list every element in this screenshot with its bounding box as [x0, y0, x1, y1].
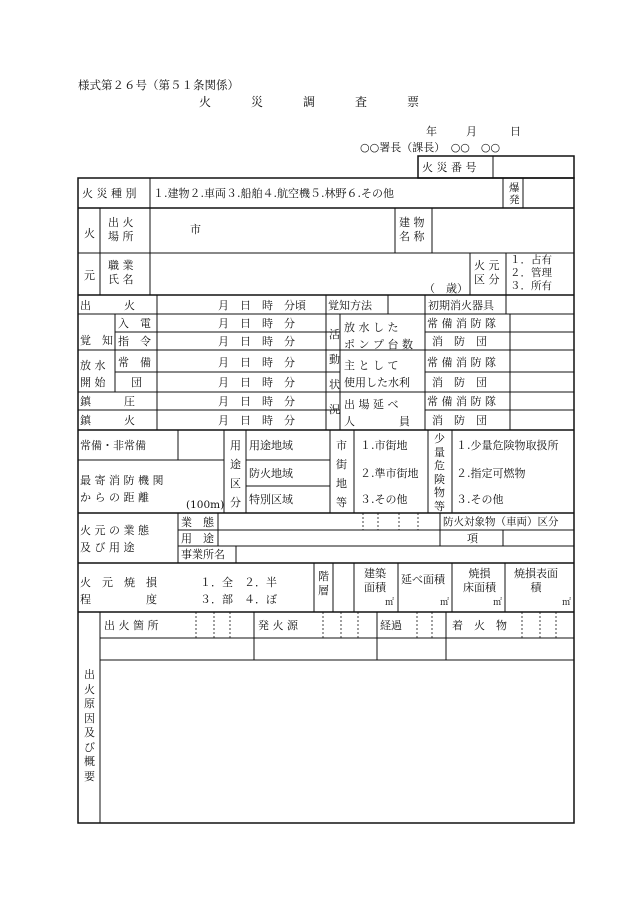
fire-type-options[interactable]: １.建物２.車両３.船舶４.航空機５.林野６.その他	[153, 187, 394, 200]
damage-options[interactable]: １．全 ２．半 ３．部 ４．ぼ	[200, 576, 277, 606]
youto-kubun-label: 用 途 区 分	[230, 439, 241, 509]
yoto-label: 用 途	[181, 532, 214, 545]
time-label: 出 火	[80, 299, 135, 312]
fire-place-point-label: 出 火 箇 所	[104, 619, 159, 632]
activity-label: 活 動 状 況	[329, 328, 340, 416]
target-class-label: 防火対象物（車両）区分	[443, 516, 559, 528]
time-value[interactable]: 月 日 時 分	[218, 335, 295, 348]
age-label: （ 歳）	[424, 282, 468, 295]
explosion-label: 爆発	[509, 182, 520, 206]
jobi-label: 常備・非常備	[80, 439, 146, 452]
unit-label: 常 備 消 防 隊	[427, 395, 496, 408]
origin-class-opt[interactable]: １．占有	[510, 254, 552, 266]
form-number: 様式第２６号（第５１条関係）	[78, 78, 239, 92]
small-hazard-option[interactable]: １.少量危険物取扱所	[456, 439, 559, 452]
gyotai-label: 業 態	[181, 516, 214, 529]
time-label: 鎮 火	[80, 414, 135, 427]
fire-number-field[interactable]	[494, 157, 573, 177]
kakuchi-label: 覚 知	[80, 334, 113, 347]
unit-label: 消 防 団	[432, 376, 487, 389]
housui-label: 放 水 開 始	[80, 359, 106, 389]
damage-degree-label: 火 元 焼 損 程 度	[80, 576, 157, 606]
burn-floor-label: 焼損 床面積	[463, 567, 496, 594]
m2-unit: ㎡	[440, 598, 450, 608]
building-name-label: 建 物 名 称	[399, 216, 425, 243]
burn-surface-label: 焼損表面 積	[514, 567, 558, 594]
time-label: 常 備	[118, 356, 151, 369]
fire-type-label: 火 災 種 別	[82, 187, 137, 200]
date-year: 年	[426, 125, 437, 138]
time-label: 指 令	[118, 335, 151, 348]
fire-number-label: 火 災 番 号	[422, 161, 477, 174]
activity-item: 主 と し て 使用した水利	[344, 359, 410, 389]
city-area-option[interactable]: ３.その他	[360, 493, 408, 506]
small-hazard-option[interactable]: ３.その他	[456, 493, 504, 506]
time-value[interactable]: 月 日 時 分	[218, 376, 295, 389]
unit-label: 消 防 団	[432, 335, 487, 348]
business-usage-label: 火 元 の 業 態 及 び 用 途	[80, 524, 149, 554]
occupation-name-label: 職 業 氏 名	[108, 259, 134, 286]
office-name-label: 事業所名	[181, 548, 225, 561]
origin-class-opt[interactable]: ３．所有	[510, 280, 552, 292]
unit-label: 常 備 消 防 隊	[427, 317, 496, 330]
small-hazard-label: 少 量 危 険 物 等	[434, 432, 445, 513]
city-label: 市	[190, 223, 201, 236]
title-char: 災	[251, 95, 264, 109]
unit-label: 消 防 団	[432, 414, 487, 427]
time-value[interactable]: 月 日 時 分頃	[218, 299, 306, 312]
floor-label: 階 層	[318, 570, 329, 597]
building-area-label: 建築 面積	[364, 567, 386, 594]
initial-extinguisher-label: 初期消火器具	[428, 299, 494, 312]
title-char: 調	[303, 95, 316, 109]
youto-option[interactable]: 防火地域	[249, 467, 293, 480]
fire-place-label: 出 火 場 所	[108, 216, 134, 243]
time-label: 入 電	[118, 317, 151, 330]
title-char: 票	[407, 95, 420, 109]
kou-label: 項	[467, 532, 478, 545]
city-area-option[interactable]: ２.準市街地	[360, 467, 419, 480]
origin-class-opt[interactable]: ２．管理	[510, 267, 552, 279]
m2-unit: ㎡	[385, 598, 395, 608]
origin-hi-label: 火	[84, 227, 95, 240]
origin-class-label: 火 元 区 分	[474, 259, 500, 286]
city-area-label: 市 街 地 等	[336, 439, 347, 509]
unit-label: 常 備 消 防 隊	[427, 356, 496, 369]
m2-unit: ㎡	[493, 598, 503, 608]
total-area-label: 延べ面積	[401, 573, 445, 586]
date-day: 日	[510, 125, 521, 138]
ignited-material-label: 着 火 物	[452, 619, 507, 632]
distance-label: 最 寄 消 防 機 関 か ら の 距 離	[80, 474, 164, 504]
activity-item: 出 場 延 べ 人 員	[344, 398, 410, 428]
distance-unit: (100m)	[186, 499, 225, 511]
activity-item: 放 水 し た ポ ン プ 台 数	[344, 321, 413, 351]
youto-option[interactable]: 特別区域	[249, 493, 293, 506]
process-label: 経過	[380, 619, 402, 632]
time-label: 団	[131, 376, 142, 389]
title-char: 査	[355, 95, 368, 109]
addressee: ○○署長（課長） ○○ ○○	[360, 141, 501, 154]
time-value[interactable]: 月 日 時 分	[218, 356, 295, 369]
detect-method-label: 覚知方法	[328, 299, 372, 312]
cause-label: 出 火 原 因 及 び 概 要	[84, 668, 95, 783]
city-area-option[interactable]: １.市街地	[360, 439, 408, 452]
date-month: 月	[466, 125, 477, 138]
origin-moto-label: 元	[84, 269, 95, 282]
time-label: 鎮 圧	[80, 395, 135, 408]
time-value[interactable]: 月 日 時 分	[218, 317, 295, 330]
title-char: 火	[199, 95, 212, 109]
m2-unit: ㎡	[562, 598, 572, 608]
time-value[interactable]: 月 日 時 分	[218, 414, 295, 427]
cause-summary-area[interactable]	[101, 661, 573, 822]
small-hazard-option[interactable]: ２.指定可燃物	[456, 467, 526, 480]
youto-option[interactable]: 用途地域	[249, 439, 293, 452]
ignition-source-label: 発 火 源	[258, 619, 298, 632]
time-value[interactable]: 月 日 時 分	[218, 395, 295, 408]
